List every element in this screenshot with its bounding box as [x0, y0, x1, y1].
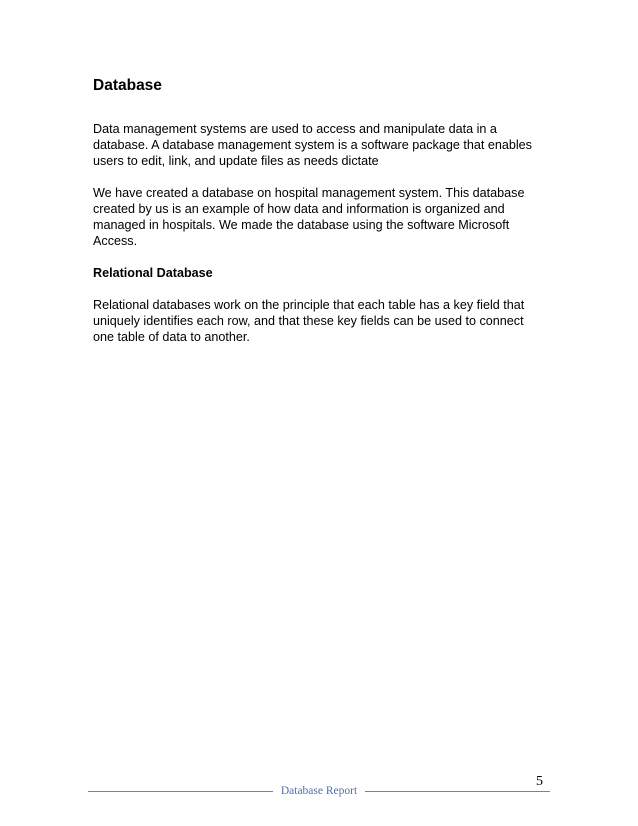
page-content: [93, 76, 548, 345]
page-number: 5: [536, 774, 543, 789]
page-footer: [88, 783, 550, 799]
footer-title: Database Report: [280, 785, 358, 797]
paragraph-hospital-database: We have created a database on hospital management system. This database created by us is an example of how data and information is organized and managed in hospitals. We made the database using the software Microsoft Access.: [93, 186, 525, 248]
paragraph-relational: Relational databases work on the principle that each table has a key field that uniquely identifies each row, and that these key fields can be used to connect one table of data to another.: [93, 298, 525, 344]
footer-rule-right: [365, 791, 550, 792]
section-heading: Database: [93, 77, 162, 94]
paragraph-dbms: Data management systems are used to access and manipulate data in a database. A database management system is a software package that enables users to edit, link, and update files as needs dictate: [93, 122, 532, 168]
subsection-heading: Relational Database: [93, 266, 213, 280]
footer-rule-left: [88, 791, 273, 792]
